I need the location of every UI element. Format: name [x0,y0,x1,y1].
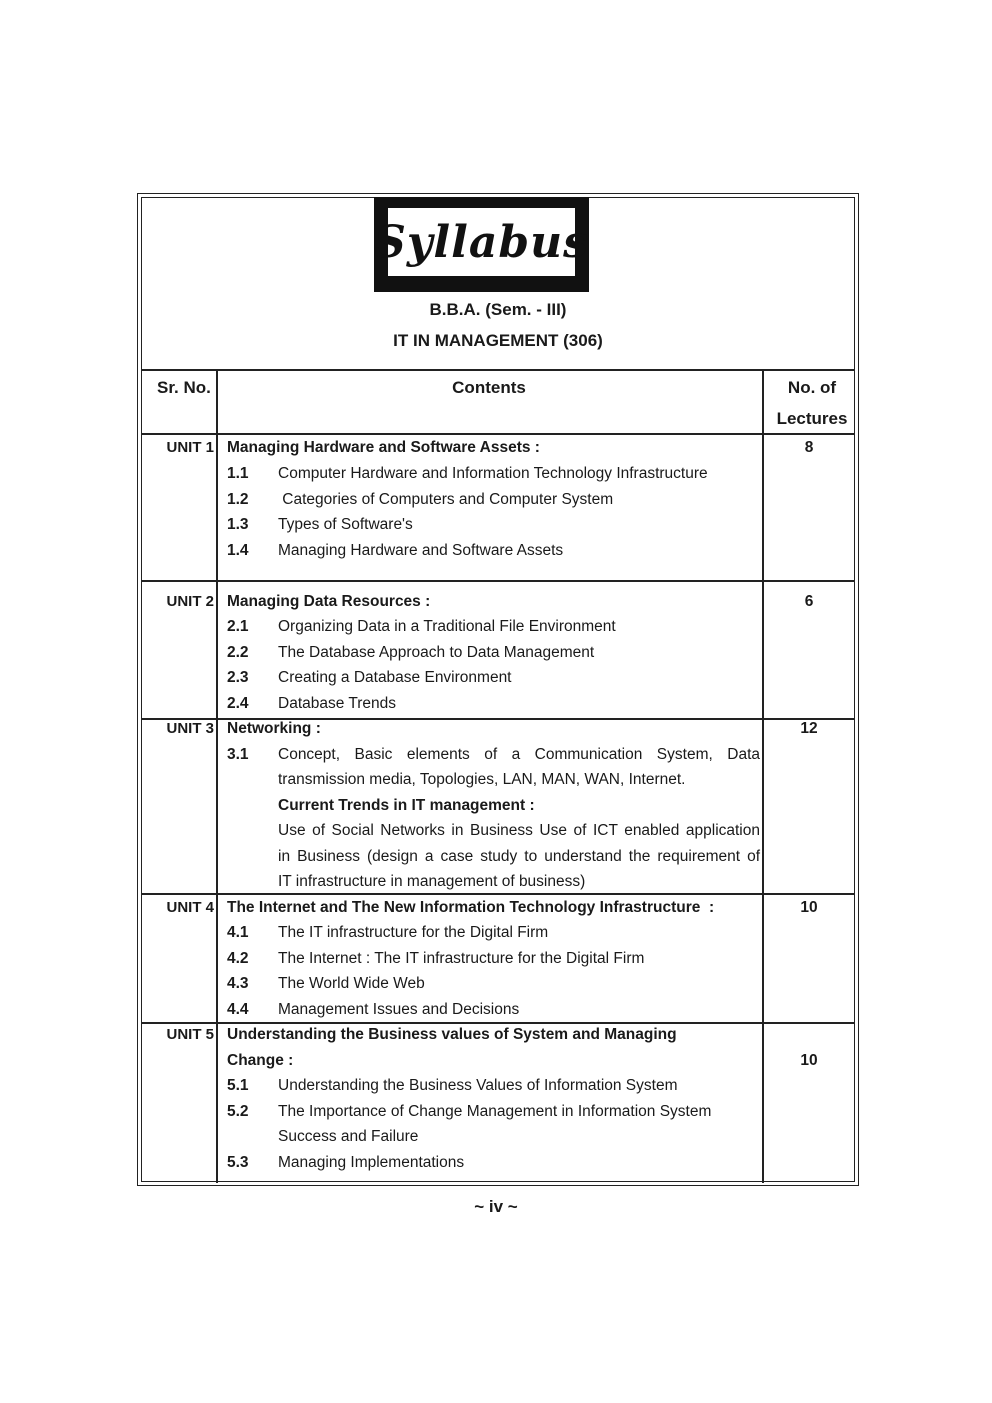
item-text: Creating a Database Environment [278,669,512,686]
lecture-count: 10 [800,899,818,916]
item-number: 2.4 [227,695,249,712]
unit-label: UNIT 2 [166,593,214,610]
unit-title: Understanding the Business values of System and Managing [227,1026,677,1043]
item-number: 4.1 [227,924,249,941]
header-lectures-line2: Lectures [776,409,848,428]
item-text: Management Issues and Decisions [278,1001,520,1018]
item-number: 1.3 [227,516,249,533]
lecture-count: 10 [800,1052,818,1069]
item-text: Success and Failure [278,1128,419,1145]
item-text: Managing Hardware and Software Assets [278,542,564,559]
syllabus-logo-text: Syllabus [374,216,589,268]
unit-label: UNIT 1 [166,439,214,456]
item-number: 2.1 [227,618,249,635]
item-text: The Internet : The IT infrastructure for the Digital Firm [278,950,645,967]
item-number: 2.2 [227,644,249,661]
item-number: 5.3 [227,1154,249,1171]
unit-title-continued: Change : [227,1052,294,1069]
item-text: Concept, Basic elements of a Communication System, Data [278,746,760,763]
lecture-count: 8 [804,439,814,456]
course-title: B.B.A. (Sem. - III) [429,300,567,319]
item-text: Categories of Computers and Computer System [278,491,614,508]
item-number: 5.1 [227,1077,249,1094]
item-text: The Importance of Change Management in Information System [278,1103,712,1120]
item-text: The IT infrastructure for the Digital Firm [278,924,549,941]
item-number: 5.2 [227,1103,249,1120]
item-text: Types of Software's [278,516,413,533]
header-lectures-line1: No. of [787,378,837,397]
item-number: 3.1 [227,746,249,763]
item-text: Understanding the Business Values of Information System [278,1077,678,1094]
unit-title: Managing Data Resources : [227,593,431,610]
subject-title: IT IN MANAGEMENT (306) [393,331,603,350]
header-sr-no: Sr. No. [157,378,211,397]
lecture-count: 12 [800,720,818,737]
item-number: 2.3 [227,669,249,686]
table-top-rule [141,369,855,371]
item-number: 4.3 [227,975,249,992]
item-text: Computer Hardware and Information Technology Infrastructure [278,465,708,482]
row-rule-1 [141,580,855,582]
item-number: 1.2 [227,491,249,508]
syllabus-logo [374,197,589,292]
column-divider-left [216,370,218,1183]
item-text: IT infrastructure in management of business) [278,873,586,890]
item-text: The Database Approach to Data Management [278,644,595,661]
subsection-title: Current Trends in IT management : [278,797,535,814]
page-number: ~ iv ~ [474,1197,518,1216]
item-text: Managing Implementations [278,1154,465,1171]
item-number: 1.1 [227,465,249,482]
header-contents: Contents [452,378,526,397]
item-text: transmission media, Topologies, LAN, MAN, WAN, Internet. [278,771,686,788]
unit-label: UNIT 5 [166,1026,214,1043]
lecture-count: 6 [804,593,814,610]
item-number: 4.4 [227,1001,249,1018]
item-number: 4.2 [227,950,249,967]
unit-title: The Internet and The New Information Technology Infrastructure : [227,899,715,916]
item-number: 1.4 [227,542,249,559]
unit-title: Networking : [227,720,321,737]
unit-title: Managing Hardware and Software Assets : [227,439,540,456]
item-text: in Business (design a case study to understand the requirement of [278,848,760,865]
unit-label: UNIT 3 [166,720,214,737]
item-text: The World Wide Web [278,975,425,992]
item-text: Organizing Data in a Traditional File Environment [278,618,616,635]
item-text: Database Trends [278,695,397,712]
unit-label: UNIT 4 [166,899,214,916]
item-text: Use of Social Networks in Business Use of ICT enabled application [278,822,760,839]
syllabus-logo-panel [374,208,589,276]
